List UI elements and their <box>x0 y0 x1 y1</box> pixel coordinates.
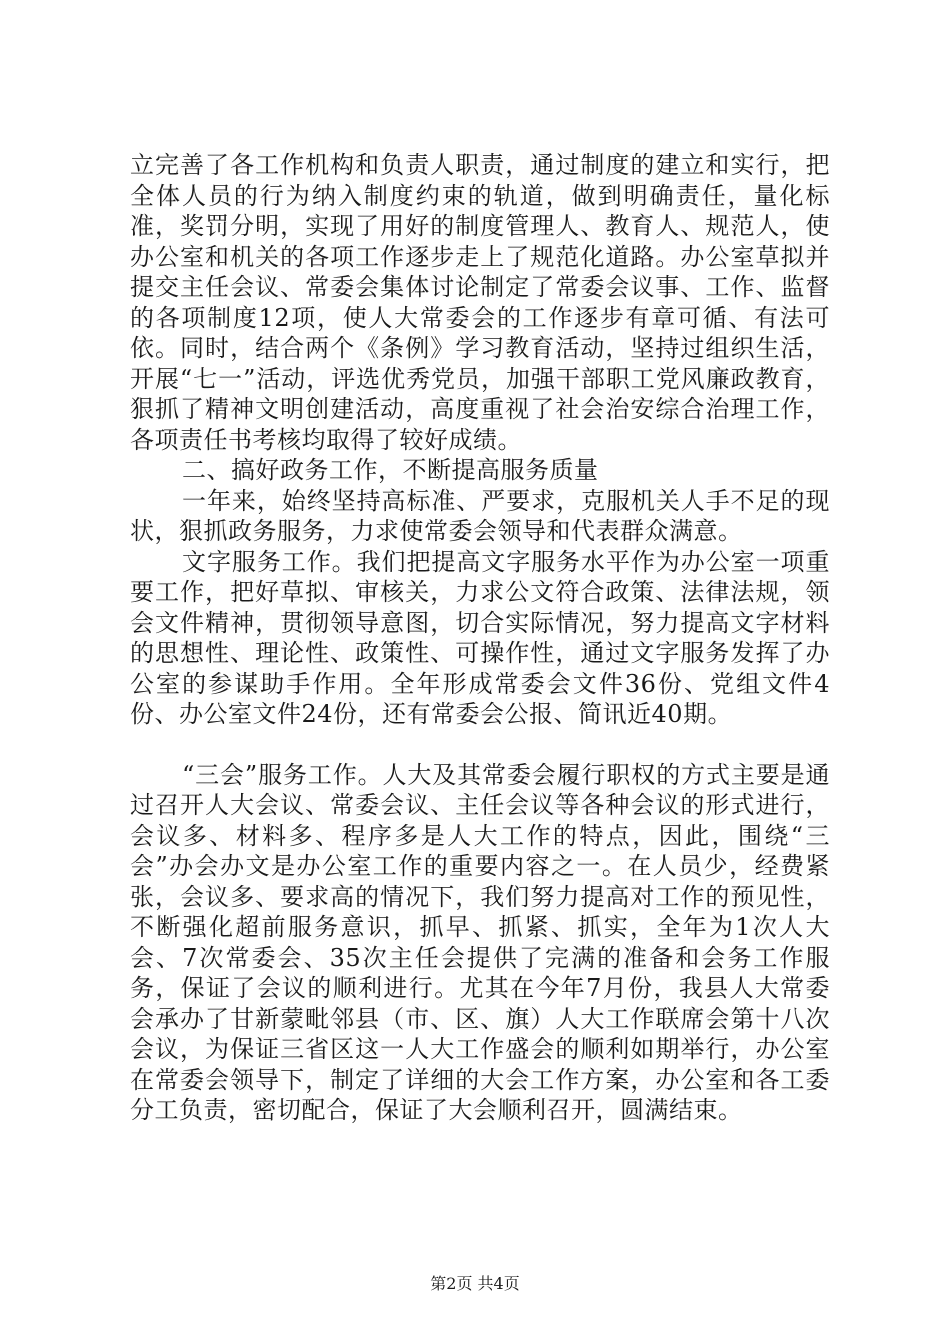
section-heading-government-affairs: 二、搞好政务工作，不断提高服务质量 <box>182 456 599 484</box>
paragraph-writing-service: 文字服务工作。我们把提高文字服务水平作为办公室一项重要工作，把好草拟、审核关，力求公文符合政策、法律法规，领会文件精神，贯彻领导意图，切合实际情况，努力提高文字材料的思想性、理论性、政策性、可操作性，通过文字服务发挥了办公室的参谋助手作用。全年形成常委会文件36份、党组文件4份、办公室文件24份，还有常委会公报、简讯近40期。 <box>130 547 830 728</box>
page-footer <box>0 1274 950 1294</box>
paragraph-regulations: 立完善了各工作机构和负责人职责，通过制度的建立和实行，把全体人员的行为纳入制度约束的轨道，做到明确责任，量化标准，奖罚分明，实现了用好的制度管理人、教育人、规范人，使办公室和机关的各项工作逐步走上了规范化道路。办公室草拟并提交主任会议、常委会集体讨论制定了常委会议事、工作、监督的各项制度12项，使人大常委会的工作逐步有章可循、有法可依。同时，结合两个《条例》学习教育活动，坚持过组织生活，开展“七一”活动，评选优秀党员，加强干部职工党风廉政教育，狠抓了精神文明创建活动，高度重视了社会治安综合治理工作，各项责任书考核均取得了较好成绩。 <box>130 151 830 454</box>
paragraph-overview: 一年来，始终坚持高标准、严要求，克服机关人手不足的现状，狠抓政务服务，力求使常委会领导和代表群众满意。 <box>130 486 830 545</box>
page-number-label: 第2页 共4页 <box>430 1274 520 1293</box>
document-body <box>130 150 830 1126</box>
paragraph-three-meetings-service: “三会”服务工作。人大及其常委会履行职权的方式主要是通过召开人大会议、常委会议、主任会议等各种会议的形式进行，会议多、材料多、程序多是人大工作的特点，因此，围绕“三会”办会办文是办公室工作的重要内容之一。在人员少，经费紧张，会议多、要求高的情况下，我们努力提高对工作的预见性，不断强化超前服务意识，抓早、抓紧、抓实，全年为1次人大会、7次常委会、35次主任会提供了完满的准备和会务工作服务，保证了会议的顺利进行。尤其在今年7月份，我县人大常委会承办了甘新蒙毗邻县（市、区、旗）人大工作联席会第十八次会议，为保证三省区这一人大工作盛会的顺利如期举行，办公室在常委会领导下，制定了详细的大会工作方案，办公室和各工委分工负责，密切配合，保证了大会顺利召开，圆满结束。 <box>130 760 830 1124</box>
